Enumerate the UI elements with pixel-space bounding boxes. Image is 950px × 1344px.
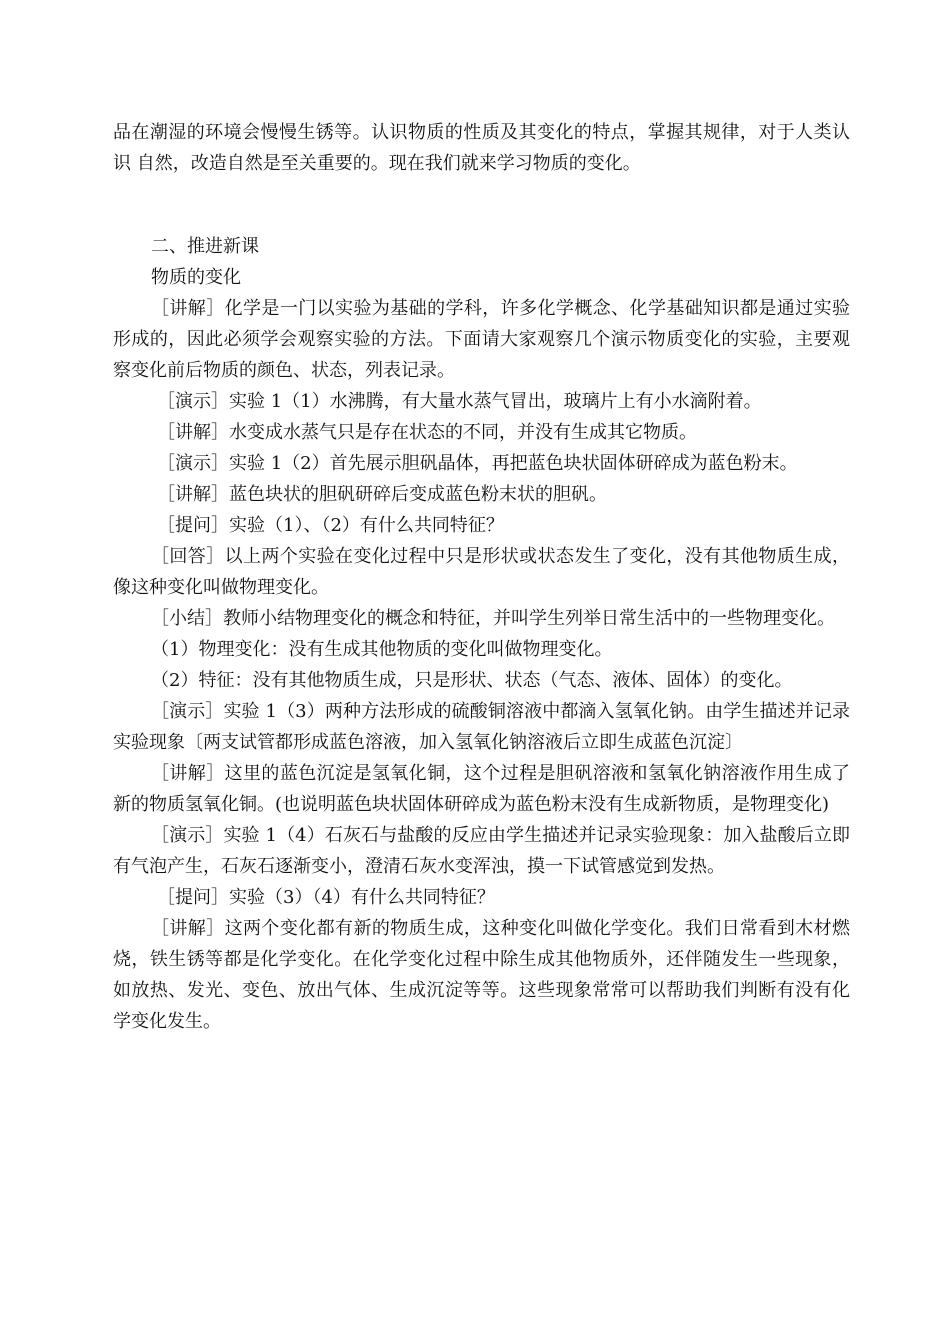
paragraph-lecture-intro: ［讲解］化学是一门以实验为基础的学科，许多化学概念、化学基础知识都是通过实验形成的，因此必须学会观察实验的方法。下面请大家观察几个演示物质变化的实验，主要观察变化前后物质的颜色、状态，列表记录。 (113, 298, 850, 381)
paragraph-definition-physical: （1）物理变化：没有生成其他物质的变化叫做物理变化。 (151, 639, 613, 660)
main-body (113, 231, 850, 1037)
paragraph-answer-1: ［回答］以上两个实验在变化过程中只是形状或状态发生了变化，没有其他物质生成，像这种变化叫做物理变化。 (113, 546, 850, 598)
intro-paragraph: 品在潮湿的环境会慢慢生锈等。认识物质的性质及其变化的特点，掌握其规律，对于人类认识 自然，改造自然是至关重要的。现在我们就来学习物质的变化。 (113, 122, 850, 174)
paragraph-summary: ［小结］教师小结物理变化的概念和特征，并叫学生列举日常生活中的一些物理变化。 (151, 608, 835, 629)
section-heading: 二、推进新课 (151, 236, 259, 257)
intro-block (113, 117, 850, 179)
paragraph-explain-chemical: ［讲解］这两个变化都有新的物质生成，这种变化叫做化学变化。我们日常看到木材燃烧，铁生锈等都是化学变化。在化学变化过程中除生成其他物质外，还伴随发生一些现象，如放热、发光、变色、放出气体、生成沉淀等等。这些现象常常可以帮助我们判断有没有化学变化发生。 (113, 918, 850, 1032)
paragraph-demo-1-1: ［演示］实验 1（1）水沸腾，有大量水蒸气冒出，玻璃片上有小水滴附着。 (157, 391, 762, 412)
paragraph-demo-1-2: ［演示］实验 1（2）首先展示胆矾晶体，再把蓝色块状固体研碎成为蓝色粉末。 (157, 453, 798, 474)
paragraph-question-2: ［提问］实验（3）（4）有什么共同特征？ (157, 887, 495, 908)
paragraph-explain-1-3: ［讲解］这里的蓝色沉淀是氢氧化铜，这个过程是胆矾溶液和氢氧化钠溶液作用生成了新的物质氢氧化铜。(也说明蓝色块状固体研碎成为蓝色粉末没有生成新物质，是物理变化) (113, 763, 850, 815)
subsection-title: 物质的变化 (151, 267, 241, 288)
paragraph-demo-1-3: ［演示］实验 1（3）两种方法形成的硫酸铜溶液中都滴入氢氧化钠。由学生描述并记录实验现象〔两支试管都形成蓝色溶液，加入氢氧化钠溶液后立即生成蓝色沉淀〕 (113, 701, 850, 753)
paragraph-explain-1-1: ［讲解］水变成水蒸气只是存在状态的不同，并没有生成其它物质。 (157, 422, 697, 443)
paragraph-demo-1-4: ［演示］实验 1（4）石灰石与盐酸的反应由学生描述并记录实验现象：加入盐酸后立即有气泡产生，石灰石逐渐变小，澄清石灰水变浑浊，摸一下试管感觉到发热。 (113, 825, 850, 877)
paragraph-question-1: ［提问］实验（1）、（2）有什么共同特征？ (157, 515, 504, 536)
paragraph-feature-physical: （2）特征：没有其他物质生成，只是形状、状态（气态、液体、固体）的变化。 (151, 670, 793, 691)
paragraph-explain-1-2: ［讲解］蓝色块状的胆矾研碎后变成蓝色粉末状的胆矾。 (157, 484, 607, 505)
